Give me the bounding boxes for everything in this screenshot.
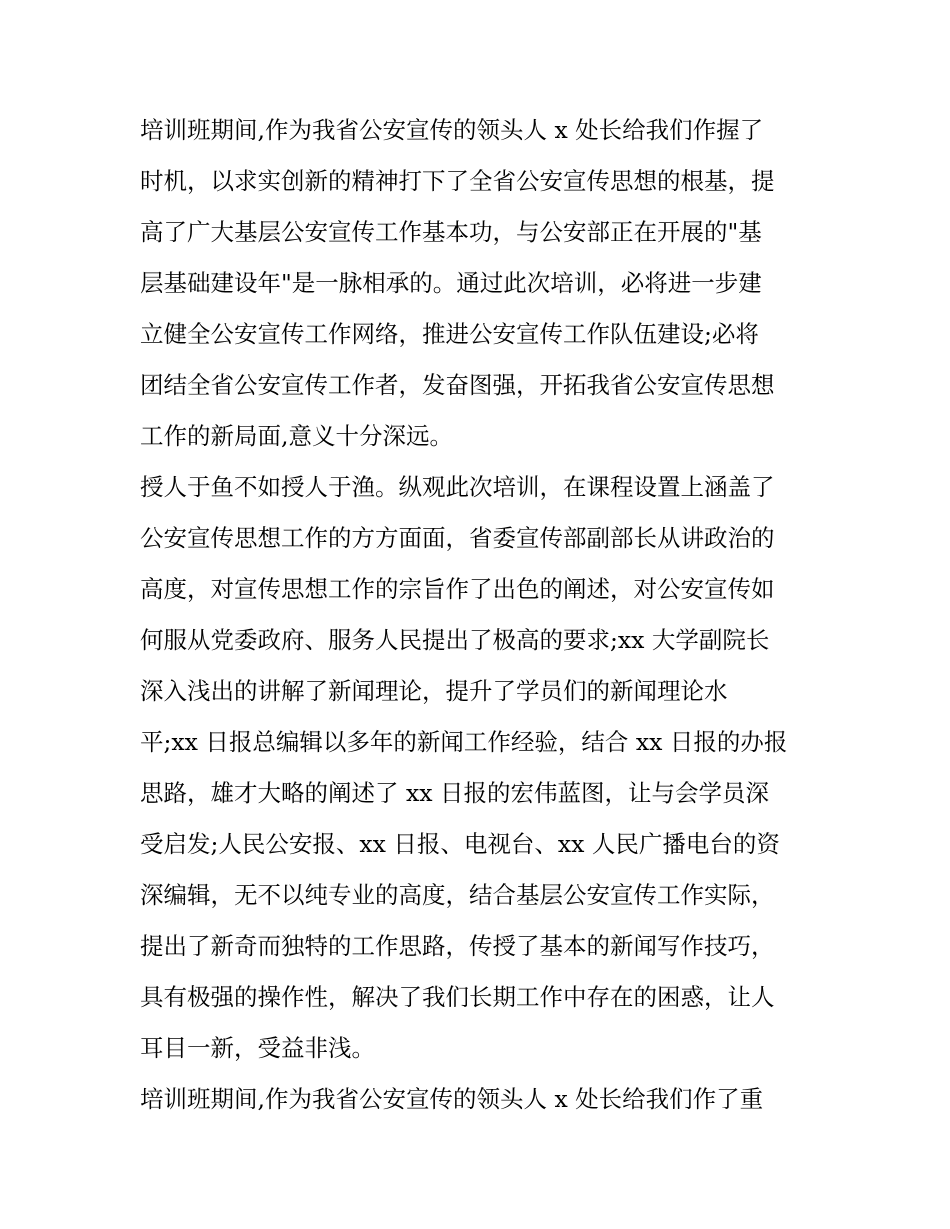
paragraph-2-line-1: 授人于鱼不如授人于渔。纵观此次培训，在课程设置上涵盖了 [140,473,775,501]
paragraph-2-line-4: 何服从党委政府、服务人民提出了极高的要求;xx 大学副院长 [140,626,770,654]
paragraph-2-line-2: 公安宣传思想工作的方方面面，省委宣传部副部长从讲政治的 [140,524,775,552]
paragraph-2-line-10: 提出了新奇而独特的工作思路，传授了基本的新闻写作技巧， [140,932,775,960]
paragraph-1-line-3: 高了广大基层公安宣传工作基本功，与公安部正在开展的"基 [140,218,762,246]
paragraph-2-line-12: 耳目一新，受益非浅。 [140,1034,375,1062]
paragraph-1-line-1: 培训班期间,作为我省公安宣传的领头人 x 处长给我们作握了 [140,116,764,144]
paragraph-1-line-7: 工作的新局面,意义十分深远。 [140,422,453,450]
paragraph-3-line-1: 培训班期间,作为我省公安宣传的领头人 x 处长给我们作了重 [140,1085,764,1113]
paragraph-2-line-6: 平;xx 日报总编辑以多年的新闻工作经验，结合 xx 日报的办报 [140,728,788,756]
paragraph-1-line-5: 立健全公安宣传工作网络，推进公安宣传工作队伍建设;必将 [140,320,759,348]
paragraph-2-line-3: 高度，对宣传思想工作的宗旨作了出色的阐述，对公安宣传如 [140,575,775,603]
paragraph-2-line-5: 深入浅出的讲解了新闻理论，提升了学员们的新闻理论水 [140,677,728,705]
paragraph-1-line-2: 时机，以求实创新的精神打下了全省公安宣传思想的根基，提 [140,167,775,195]
paragraph-1-line-4: 层基础建设年"是一脉相承的。通过此次培训，必将进一步建 [140,269,762,297]
paragraph-1-line-6: 团结全省公安宣传工作者，发奋图强，开拓我省公安宣传思想 [140,371,775,399]
paragraph-2-line-8: 受启发;人民公安报、xx 日报、电视台、xx 人民广播电台的资 [140,830,780,858]
paragraph-2-line-7: 思路，雄才大略的阐述了 xx 日报的宏伟蓝图，让与会学员深 [140,779,769,807]
paragraph-2-line-11: 具有极强的操作性，解决了我们长期工作中存在的困惑，让人 [140,983,775,1011]
paragraph-2-line-9: 深编辑，无不以纯专业的高度，结合基层公安宣传工作实际， [140,881,775,909]
